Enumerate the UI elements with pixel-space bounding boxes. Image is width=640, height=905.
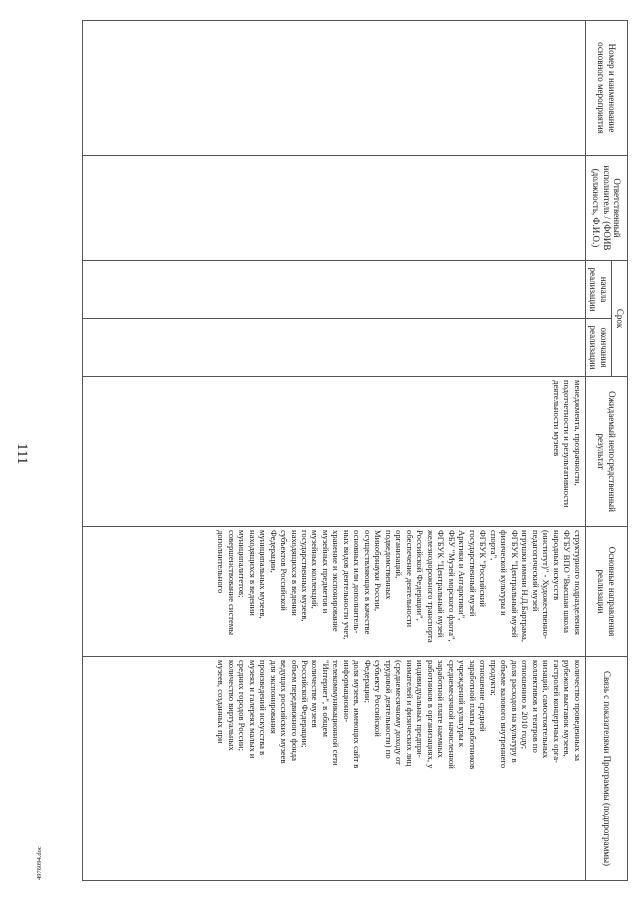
header-end: окончания реализации (585, 319, 612, 377)
table-row (82, 21, 585, 881)
measures-table (82, 20, 628, 881)
header-executor: Ответственный исполнитель / (ФОИВ (должность, Ф.И.О.) (585, 156, 627, 261)
page-number: 111 (14, 443, 30, 465)
cell-directions (82, 527, 585, 657)
cell-measure (82, 21, 585, 156)
cell-result-text: менеджмента, прозрачности, подотчетности и результативности деятельности музеев (551, 380, 583, 508)
header-result: Ожидаемый непосредственный результат (585, 377, 627, 527)
cell-indicators (82, 657, 585, 881)
header-term: Срок (612, 261, 628, 377)
header-indicators: Связь с показателями Программы (подпрограммы) (585, 657, 627, 881)
header-measure: Номер и наименование основного мероприятия (585, 21, 627, 156)
cell-start (82, 261, 585, 319)
document-id: 4976094.doc (36, 846, 43, 880)
cell-indicators-text: количество проведенных за рубежом выставок музеев, гастролей концертных орга- низаций, самостоятельных коллективов и театров по отношению к 2010 году; доля расходов на культуру в объеме валового внутреннего продукта; отношение средней заработной платы работников учреждений культуры к среднемесячной начисленной заработной плате наемных работников в организациях, у индивидуальных предпри- нимателей и физических лиц (среднемесячному доходу от трудовой деятельности) по субъекту Российской Федерации; доля музеев, имеющих сайт в информационно- телекоммуникационной сети "Интернет", в общем количестве музеев Российской Федерации; объем передвижного фонда ведущих российских музеев для экспонирования произведений искусства в музеях и галереях малых и средних городов России; количество виртуальных музеев, созданных при (216, 660, 583, 770)
header-directions: Основные направления реализации (585, 527, 627, 657)
cell-directions-text: структурного подразделения ФГБУ ВПО "Высшая школа народных искусств (институт)" - Художественно- педагогический музей игрушки имени Н.Д.Бартрама, ФГБУК "Центральный музей физической культуры и спорта", ФГБУК "Российский государственный музей Арктики и Антарктики", ФБУ "Музей морского флота", ФГБУК "Центральный музей железнодорожного транспорта Российской Федерации", обеспечение деятельности организаций, подведомственных Минобрнауки России, осуществляющих в качестве основных или дополнитель- ных видов деятельности учет, хранение и экспонирование музейных предметов и музейных коллекций, государственных музеев, находящихся в ведении субъектов Российской Федерации, муниципальных музеев, находящихся в ведении муниципалитетов; совершенствование системы дополнительного (216, 530, 583, 643)
rotated-table-container (48, 20, 628, 880)
cell-result (82, 377, 585, 527)
cell-executor (82, 156, 585, 261)
header-start: начала реализации (585, 261, 612, 319)
cell-end (82, 319, 585, 377)
